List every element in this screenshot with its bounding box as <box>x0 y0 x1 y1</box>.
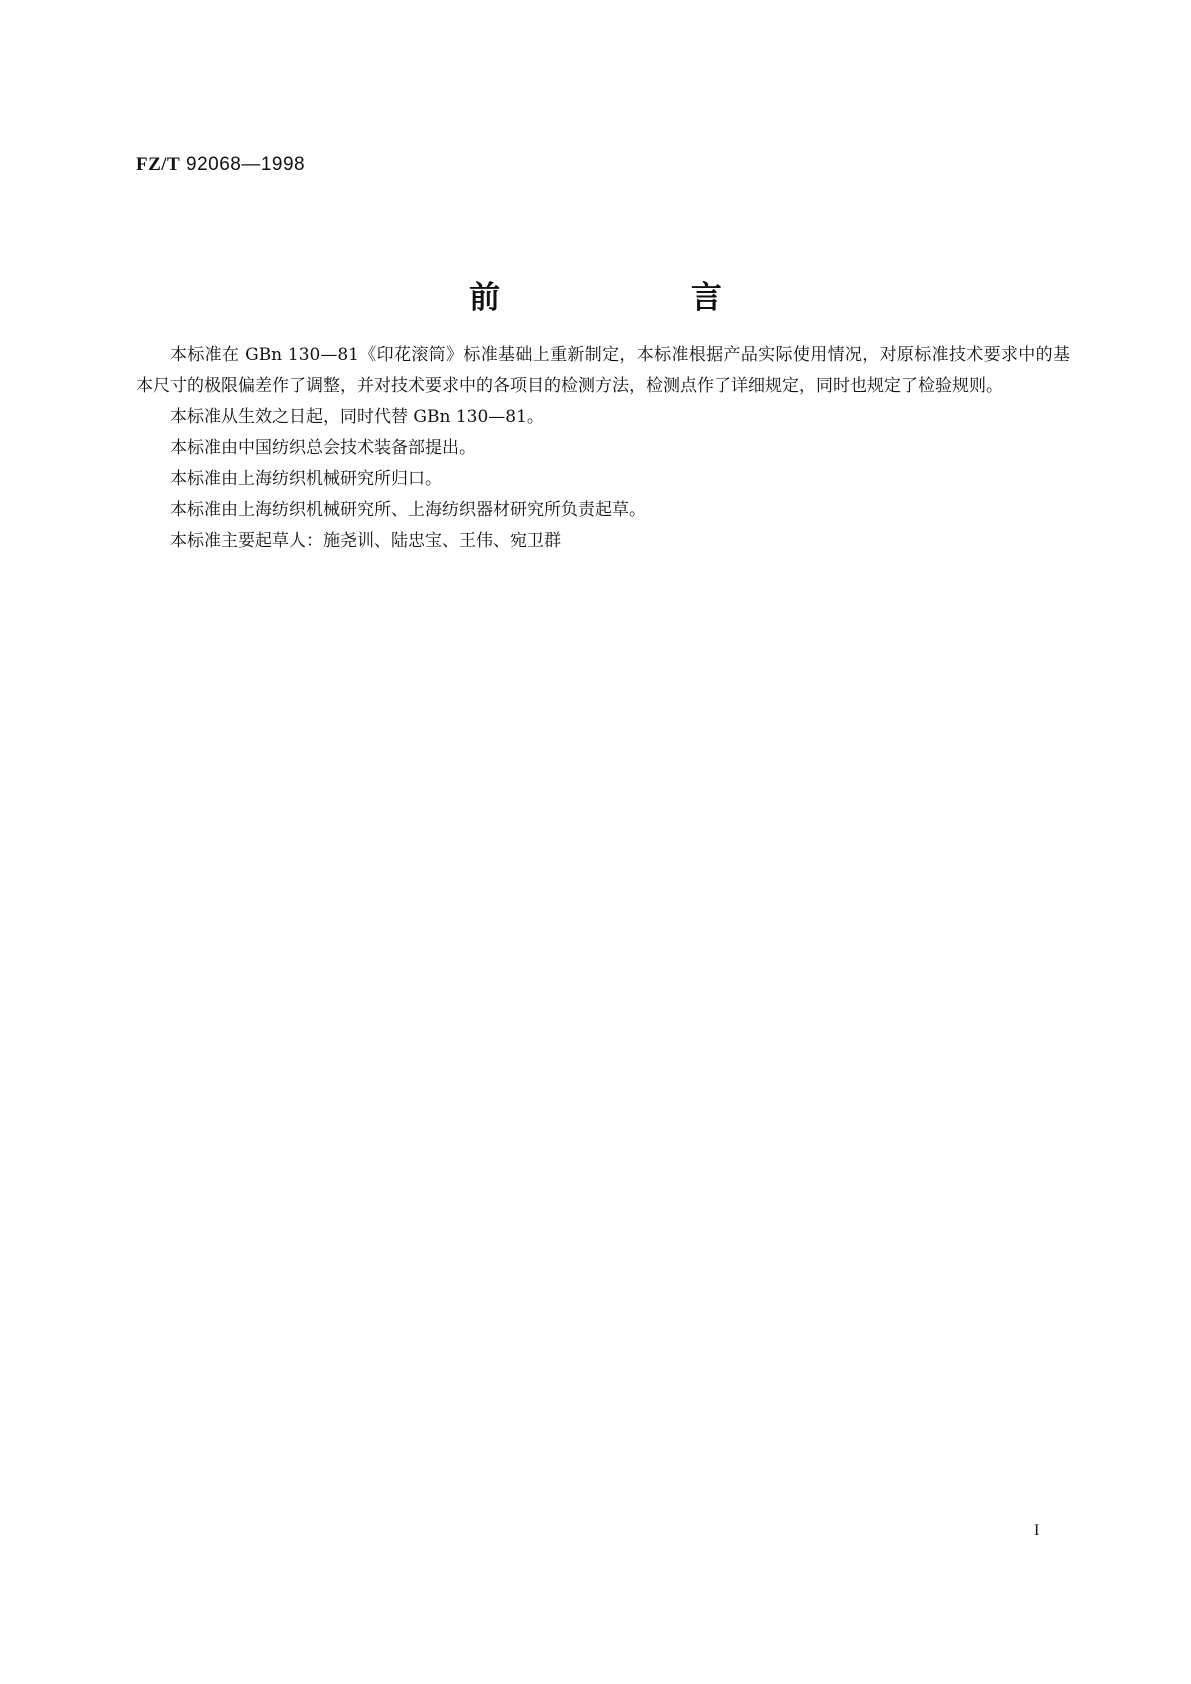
foreword-body <box>136 340 1070 557</box>
paragraph: 本标准由中国纺织总会技术装备部提出。 <box>170 438 476 458</box>
paragraph: 本标准由上海纺织机械研究所归口。 <box>170 469 442 489</box>
paragraph: 本标准在 GBn 130—81《印花滚筒》标准基础上重新制定，本标准根据产品实际使用情况，对原标准技术要求中的基本尺寸的极限偏差作了调整，并对技术要求中的各项目的检测方法，检测点作了详细规定，同时也规定了检验规则。 <box>136 345 1070 396</box>
page-number: I <box>1034 1522 1040 1539</box>
paragraph: 本标准由上海纺织机械研究所、上海纺织器材研究所负责起草。 <box>170 500 646 520</box>
paragraph: 本标准从生效之日起，同时代替 GBn 130—81。 <box>170 407 544 427</box>
paragraph: 本标准主要起草人：施尧训、陆忠宝、王伟、宛卫群 <box>170 531 561 551</box>
standard-code-prefix: FZ/T <box>136 154 181 175</box>
standard-code <box>136 154 305 176</box>
standard-code-number: 92068—1998 <box>186 154 306 175</box>
page-title: 前 言 <box>469 280 812 316</box>
